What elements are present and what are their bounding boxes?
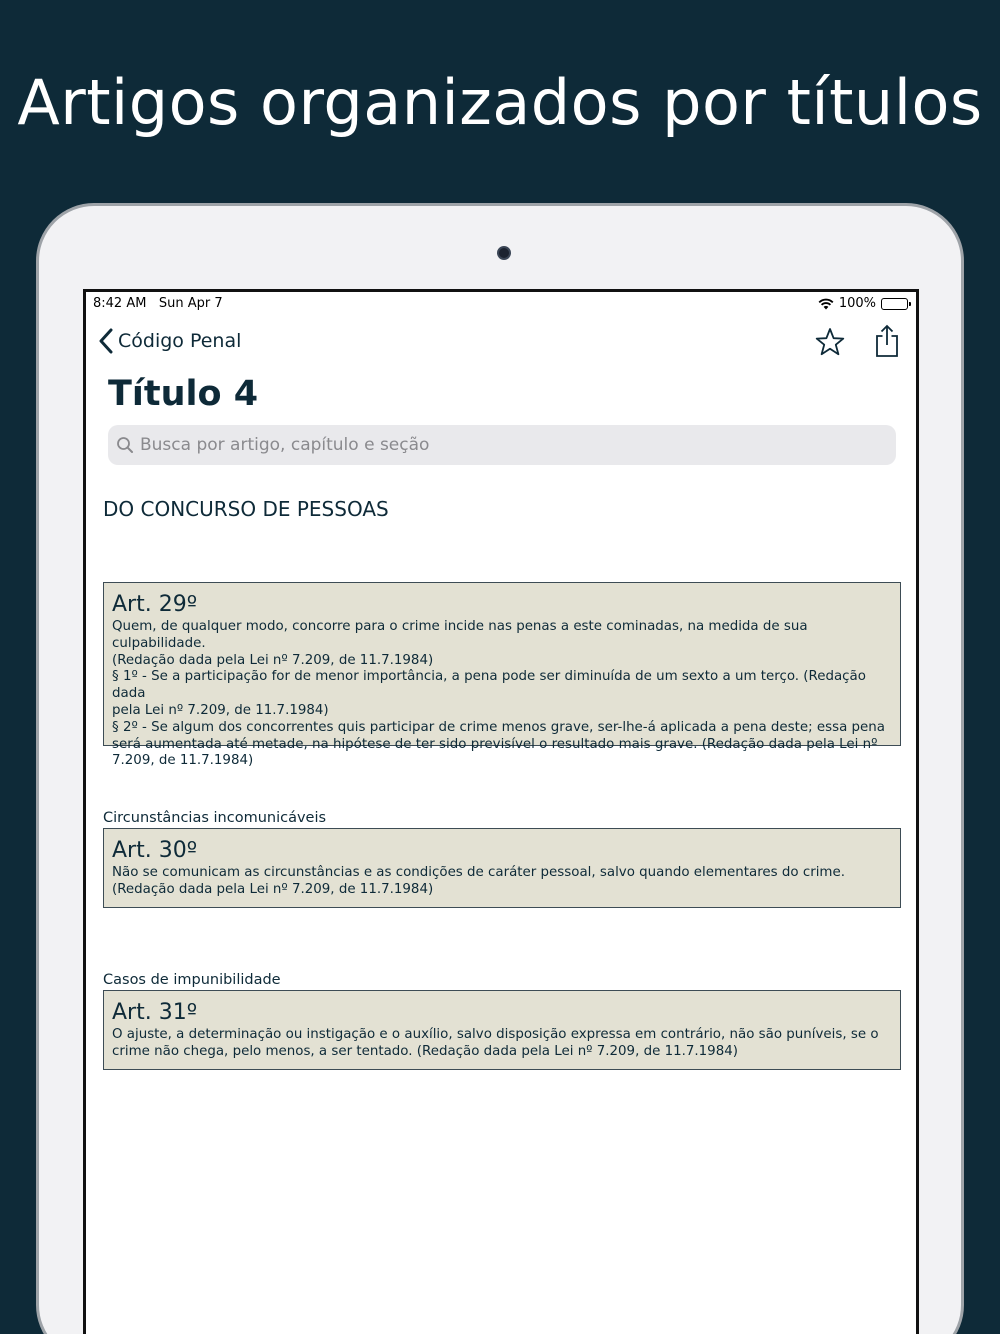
- tablet-frame: [36, 203, 964, 1334]
- battery-percentage: 100%: [838, 296, 876, 311]
- app-screen: [83, 289, 919, 1334]
- article-title: Art. 30º: [112, 838, 198, 863]
- article-title: Art. 29º: [112, 592, 198, 617]
- article-text: Não se comunicam as circunstâncias e as condições de caráter pessoal, salvo quando elementares do crime. (Redação dada pela Lei nº 7.209, de 11.7.1984): [112, 865, 845, 897]
- status-bar: [86, 292, 916, 314]
- article-text: Quem, de qualquer modo, concorre para o crime incide nas penas a este cominadas, na medida de sua culpabilidade. (Redação dada pela Lei nº 7.209, de 11.7.1984) § 1º - Se a participação for de menor importância, a pena pode ser diminuída de um sexto a um terço. (Redação dada pela Lei nº 7.209, de 11.7.1984) § 2º - Se algum dos concorrentes quis participar de crime menos grave, ser-lhe-á aplicada a pena deste; essa pena será aumentada até metade, na hipótese de ter sido previsível o resultado mais grave. (Redação dada pela Lei nº 7.209, de 11.7.1984): [112, 619, 885, 769]
- status-clock: 8:42 AM: [93, 296, 147, 311]
- chevron-left-icon: [98, 328, 114, 354]
- article-card[interactable]: [103, 828, 901, 908]
- wifi-icon: [818, 298, 834, 310]
- article-caption: Casos de impunibilidade: [103, 972, 281, 988]
- navigation-bar: [86, 322, 916, 366]
- article-title: Art. 31º: [112, 1000, 198, 1025]
- promo-headline: Artigos organizados por títulos: [17, 66, 983, 139]
- search-input[interactable]: [140, 435, 896, 455]
- share-icon[interactable]: [874, 324, 900, 358]
- back-button[interactable]: [98, 328, 241, 354]
- status-indicators: [818, 296, 908, 311]
- search-bar[interactable]: [108, 425, 896, 465]
- article-caption: Circunstâncias incomunicáveis: [103, 810, 327, 826]
- status-time: [93, 296, 223, 311]
- article-card[interactable]: [103, 582, 901, 769]
- camera-icon: [497, 246, 511, 260]
- article-text: O ajuste, a determinação ou instigação e o auxílio, salvo disposição expressa em contrário, não são puníveis, se o crime não chega, pelo menos, a ser tentado. (Redação dada pela Lei nº 7.209, de 11.7.1984): [112, 1027, 879, 1059]
- page-title: Título 4: [108, 374, 259, 414]
- battery-icon: [881, 298, 908, 310]
- section-heading: DO CONCURSO DE PESSOAS: [103, 497, 389, 521]
- star-icon[interactable]: [814, 326, 846, 358]
- search-icon: [116, 436, 134, 454]
- back-button-label: Código Penal: [118, 330, 242, 352]
- article-card[interactable]: [103, 990, 901, 1070]
- status-date: Sun Apr 7: [158, 296, 223, 311]
